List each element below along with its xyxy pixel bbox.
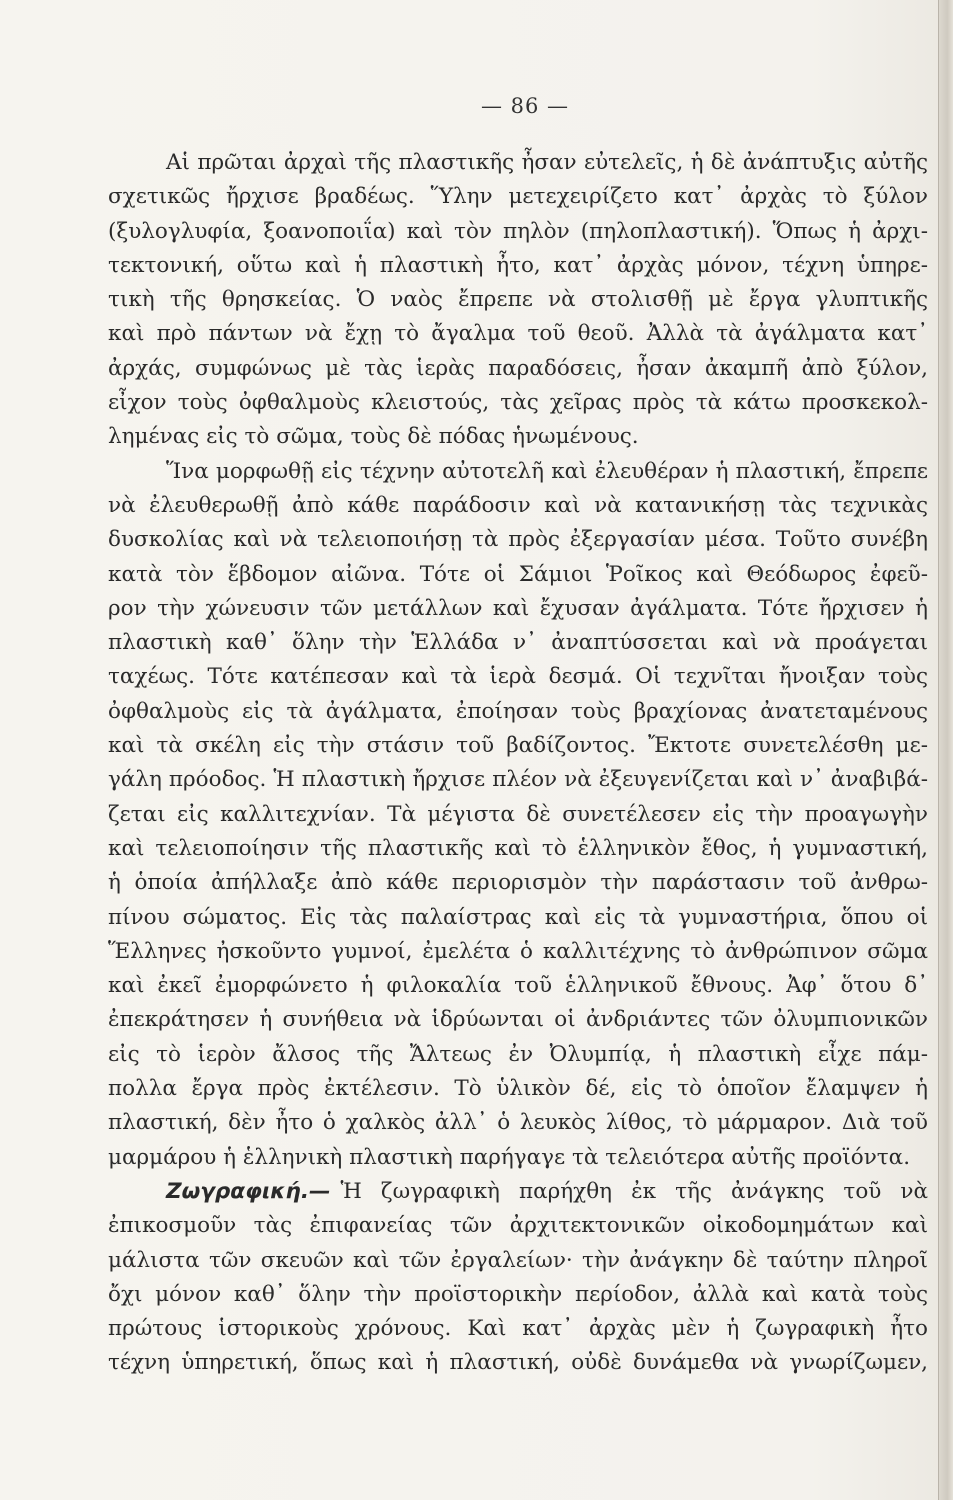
text-line: καὶ πρὸ πάντων νὰ ἔχῃ τὸ ἄγαλμα τοῦ θεοῦ. Ἀλλὰ τὰ ἀγάλματα κατ᾽ (108, 321, 928, 347)
text-line: γάλη πρόοδος. Ἡ πλαστικὴ ἤρχισε πλέον νὰ ἐξευγενίζεται καὶ ν᾽ ἀναβιβά- (108, 767, 928, 793)
section-heading-painting: Ζωγραφική.— (166, 1178, 331, 1204)
text-line: μαρμάρου ἡ ἑλληνικὴ πλαστικὴ παρήγαγε τὰ τελειότερα αὐτῆς προϊόντα. (108, 1144, 911, 1170)
paragraph-plastic-development (108, 455, 928, 1175)
text-line: καὶ τὰ σκέλη εἰς τὴν στάσιν τοῦ βαδίζοντος. Ἔκτοτε συνετελέσθη με- (108, 733, 928, 759)
text-line: ἐπικοσμοῦν τὰς ἐπιφανείας τῶν ἀρχιτεκτονικῶν οἰκοδομημάτων καὶ (108, 1213, 928, 1239)
paragraph-plastic-beginnings (108, 146, 928, 455)
page-number: — 86 — (480, 94, 570, 118)
text-line: τεκτονική, οὕτω καὶ ἡ πλαστικὴ ἦτο, κατ᾽ ἀρχὰς μόνον, τέχνη ὑπηρε- (108, 252, 928, 278)
text-line: εἰς τὸ ἱερὸν ἄλσος τῆς Ἄλτεως ἐν Ὀλυμπίᾳ, ἡ πλαστικὴ εἶχε πάμ- (108, 1041, 928, 1067)
text-line: ρον τὴν χώνευσιν τῶν μετάλλων καὶ ἔχυσαν ἀγάλματα. Τότε ἤρχισεν ἡ (108, 595, 928, 621)
text-line: τικὴ τῆς θρησκείας. Ὁ ναὸς ἔπρεπε νὰ στολισθῇ μὲ ἔργα γλυπτικῆς (108, 287, 928, 313)
text-line: πλαστική, δὲν ἦτο ὁ χαλκὸς ἀλλ᾽ ὁ λευκὸς λίθος, τὸ μάρμαρον. Διὰ τοῦ (108, 1110, 928, 1136)
text-line: ταχέως. Τότε κατέπεσαν καὶ τὰ ἱερὰ δεσμά. Οἱ τεχνῖται ἤνοιξαν τοὺς (108, 664, 928, 690)
text-line: ἡ ὁποία ἀπήλλαξε ἀπὸ κάθε περιορισμὸν τὴν παράστασιν τοῦ ἀνθρω- (108, 870, 928, 896)
text-line: πίνου σώματος. Εἰς τὰς παλαίστρας καὶ εἰς τὰ γυμναστήρια, ὅπου οἱ (108, 904, 928, 930)
text-line: σχετικῶς ἤρχισε βραδέως. Ὕλην μετεχειρίζετο κατ᾽ ἀρχὰς τὸ ξύλον (108, 184, 928, 210)
text-line: ζεται εἰς καλλιτεχνίαν. Τὰ μέγιστα δὲ συνετέλεσεν εἰς τὴν προαγωγὴν (108, 801, 928, 827)
body-text (108, 146, 928, 1381)
text-line: κατὰ τὸν ἕβδομον αἰῶνα. Τότε οἱ Σάμιοι Ῥοῖκος καὶ Θεόδωρος ἐφεῦ- (108, 561, 928, 587)
text-line: ἀρχάς, συμφώνως μὲ τὰς ἱερὰς παραδόσεις, ἦσαν ἀκαμπῆ ἀπὸ ξύλον, (108, 355, 928, 381)
text-line: ὄχι μόνον καθ᾽ ὅλην τὴν προϊστορικὴν περίοδον, ἀλλὰ καὶ κατὰ τοὺς (108, 1281, 928, 1307)
text-line: λημένας εἰς τὸ σῶμα, τοὺς δὲ πόδας ἡνωμένους. (108, 424, 639, 450)
paragraph-painting (108, 1175, 928, 1381)
text-line: μάλιστα τῶν σκευῶν καὶ τῶν ἐργαλείων· τὴν ἀνάγκην δὲ ταύτην πληροῖ (108, 1247, 928, 1273)
text-line-content: Ἡ ζωγραφικὴ παρήχθη ἐκ τῆς ἀνάγκης τοῦ νὰ (340, 1178, 928, 1204)
text-line (108, 1175, 928, 1209)
page-edge-shadow (938, 0, 953, 1500)
text-line: τέχνη ὑπηρετική, ὅπως καὶ ἡ πλαστική, οὐδὲ δυνάμεθα νὰ γνωρίζωμεν, (108, 1350, 928, 1376)
text-line: (ξυλογλυφία, ξοανοποιΐα) καὶ τὸν πηλὸν (πηλοπλαστική). Ὅπως ἡ ἀρχι- (108, 218, 928, 244)
text-line: εἶχον τοὺς ὀφθαλμοὺς κλειστούς, τὰς χεῖρας πρὸς τὰ κάτω προσκεκολ- (108, 390, 928, 416)
text-line: πολλα ἔργα πρὸς ἐκτέλεσιν. Τὸ ὑλικὸν δέ, εἰς τὸ ὁποῖον ἔλαμψεν ἡ (108, 1076, 928, 1102)
text-line: Ἵνα μορφωθῇ εἰς τέχνην αὐτοτελῆ καὶ ἐλευθέραν ἡ πλαστική, ἔπρεπε (166, 458, 928, 484)
text-line: Αἱ πρῶται ἀρχαὶ τῆς πλαστικῆς ἦσαν εὐτελεῖς, ἡ δὲ ἀνάπτυξις αὐτῆς (166, 150, 928, 175)
text-line: Ἕλληνες ἠσκοῦντο γυμνοί, ἐμελέτα ὁ καλλιτέχνης τὸ ἀνθρώπινον σῶμα (108, 938, 928, 964)
text-line: πρώτους ἱστορικοὺς χρόνους. Καὶ κατ᾽ ἀρχὰς μὲν ἡ ζωγραφικὴ ἦτο (108, 1316, 928, 1342)
text-line: καὶ τελειοποίησιν τῆς πλαστικῆς καὶ τὸ ἑλληνικὸν ἔθος, ἡ γυμναστική, (108, 835, 928, 861)
text-line: πλαστικὴ καθ᾽ ὅλην τὴν Ἑλλάδα ν᾽ ἀναπτύσσεται καὶ νὰ προάγεται (108, 630, 928, 656)
text-line: νὰ ἐλευθερωθῇ ἀπὸ κάθε παράδοσιν καὶ νὰ κατανικήσῃ τὰς τεχνικὰς (108, 492, 928, 518)
text-line: ὀφθαλμοὺς εἰς τὰ ἀγάλματα, ἐποίησαν τοὺς βραχίονας ἀνατεταμένους (108, 698, 928, 724)
text-line: καὶ ἐκεῖ ἐμορφώνετο ἡ φιλοκαλία τοῦ ἑλληνικοῦ ἔθνους. Ἀφ᾽ ὅτου δ᾽ (108, 973, 928, 999)
text-line: ἐπεκράτησεν ἡ συνήθεια νὰ ἱδρύωνται οἱ ἀνδριάντες τῶν ὀλυμπιονικῶν (108, 1007, 928, 1033)
text-line: δυσκολίας καὶ νὰ τελειοποιήσῃ τὰ πρὸς ἐξεργασίαν μέσα. Τοῦτο συνέβη (108, 527, 928, 553)
